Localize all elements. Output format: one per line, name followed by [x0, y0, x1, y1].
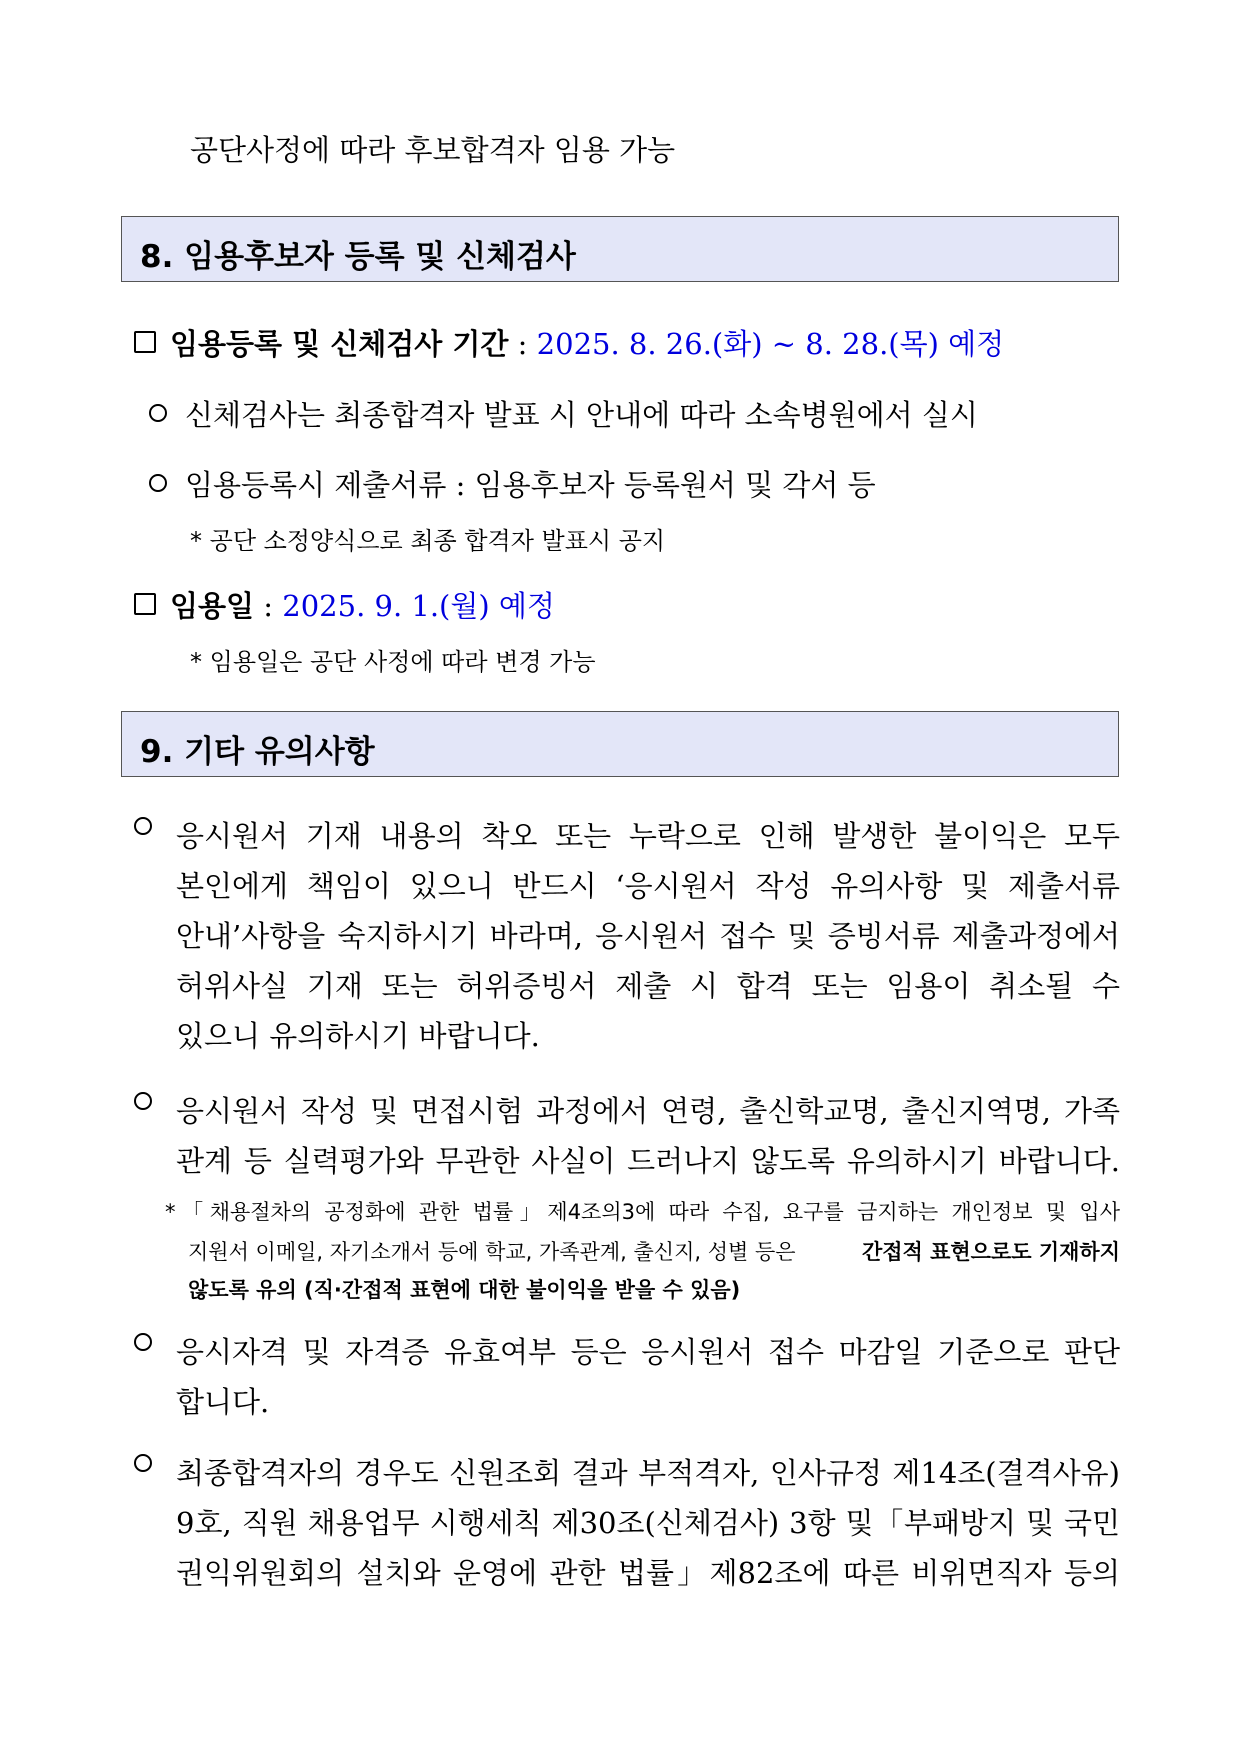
p3-line: 응시자격 및 자격증 유효여부 등은 응시원서 접수 마감일 기준으로 판단 — [176, 1335, 1120, 1369]
p2-line: 관계 등 실력평가와 무관한 사실이 드러나지 않도록 유의하시기 바랍니다. — [176, 1144, 1120, 1178]
p1-line: 안내’사항을 숙지하시기 바라며, 응시원서 접수 및 증빙서류 제출과정에서 — [176, 919, 1120, 953]
section-9-header — [121, 711, 1119, 777]
circle-bullet-icon — [134, 817, 152, 842]
period-sep: : — [508, 327, 537, 361]
p2-note-line2-normal: 지원서 이메일, 자기소개서 등에 학교, 가족관계, 출신지, 성별 등은 — [188, 1240, 796, 1264]
p3-line: 합니다. — [176, 1385, 270, 1419]
checkbox-square-icon — [134, 593, 156, 615]
appointment-date-label: 임용일 — [170, 589, 255, 623]
section-9-title: 9. 기타 유의사항 — [140, 734, 375, 770]
item-documents-note: * 공단 소정양식으로 최종 합격자 발표시 공지 — [190, 527, 666, 555]
circle-bullet-icon — [149, 474, 167, 492]
p2-note-line2-bold: 간접적 표현으로도 기재하지 — [861, 1240, 1120, 1264]
p1-line: 본인에게 책임이 있으니 반드시 ‘응시원서 작성 유의사항 및 제출서류 — [176, 869, 1120, 903]
p4-line: 권익위원회의 설치와 운영에 관한 법률」제82조에 따른 비위면직자 등의 — [176, 1556, 1120, 1590]
p2-line: 응시원서 작성 및 면접시험 과정에서 연령, 출신학교명, 출신지역명, 가족 — [176, 1094, 1120, 1128]
p1-line: 있으니 유의하시기 바랍니다. — [176, 1019, 540, 1053]
period-label: 임용등록 및 신체검사 기간 — [170, 327, 509, 361]
circle-bullet-icon — [149, 404, 167, 422]
p1-line: 허위사실 기재 또는 허위증빙서 제출 시 합격 또는 임용이 취소될 수 — [176, 969, 1120, 1003]
p4-line: 9호, 직원 채용업무 시행세칙 제30조(신체검사) 3항 및「부패방지 및 국민 — [176, 1506, 1120, 1540]
p4-line: 최종합격자의 경우도 신원조회 결과 부적격자, 인사규정 제14조(결격사유) — [176, 1456, 1120, 1490]
checkbox-square-icon — [134, 331, 156, 353]
circle-bullet-icon — [134, 1333, 152, 1358]
section-8-title: 8. 임용후보자 등록 및 신체검사 — [140, 239, 576, 275]
appointment-date-sep: : — [254, 589, 283, 623]
appointment-date-line — [134, 584, 555, 625]
appointment-date-value: 2025. 9. 1.(월) 예정 — [282, 589, 555, 623]
appointment-date-note: * 임용일은 공단 사정에 따라 변경 가능 — [190, 648, 596, 676]
period-line — [134, 322, 1004, 363]
circle-bullet-icon — [134, 1092, 152, 1117]
item-documents — [149, 463, 876, 504]
continuation-line: 공단사정에 따라 후보합격자 임용 가능 — [190, 133, 676, 167]
circle-bullet-icon — [134, 1454, 152, 1479]
section-8-header — [121, 216, 1119, 282]
p1-line: 응시원서 기재 내용의 착오 또는 누락으로 인해 발생한 불이익은 모두 — [176, 819, 1120, 853]
p2-note-line: *「채용절차의 공정화에 관한 법률」제4조의3에 따라 수집, 요구를 금지하는 개인정보 및 입사 — [165, 1200, 1120, 1224]
p2-note-line: 않도록 유의 (직·간접적 표현에 대한 불이익을 받을 수 있음) — [188, 1278, 741, 1302]
item-physical-exam-text: 신체검사는 최종합격자 발표 시 안내에 따라 소속병원에서 실시 — [185, 398, 978, 432]
p2-note-line — [188, 1236, 1120, 1266]
period-value: 2025. 8. 26.(화) ~ 8. 28.(목) 예정 — [536, 327, 1005, 361]
item-documents-text: 임용등록시 제출서류 : 임용후보자 등록원서 및 각서 등 — [185, 468, 876, 502]
item-physical-exam — [149, 393, 978, 434]
